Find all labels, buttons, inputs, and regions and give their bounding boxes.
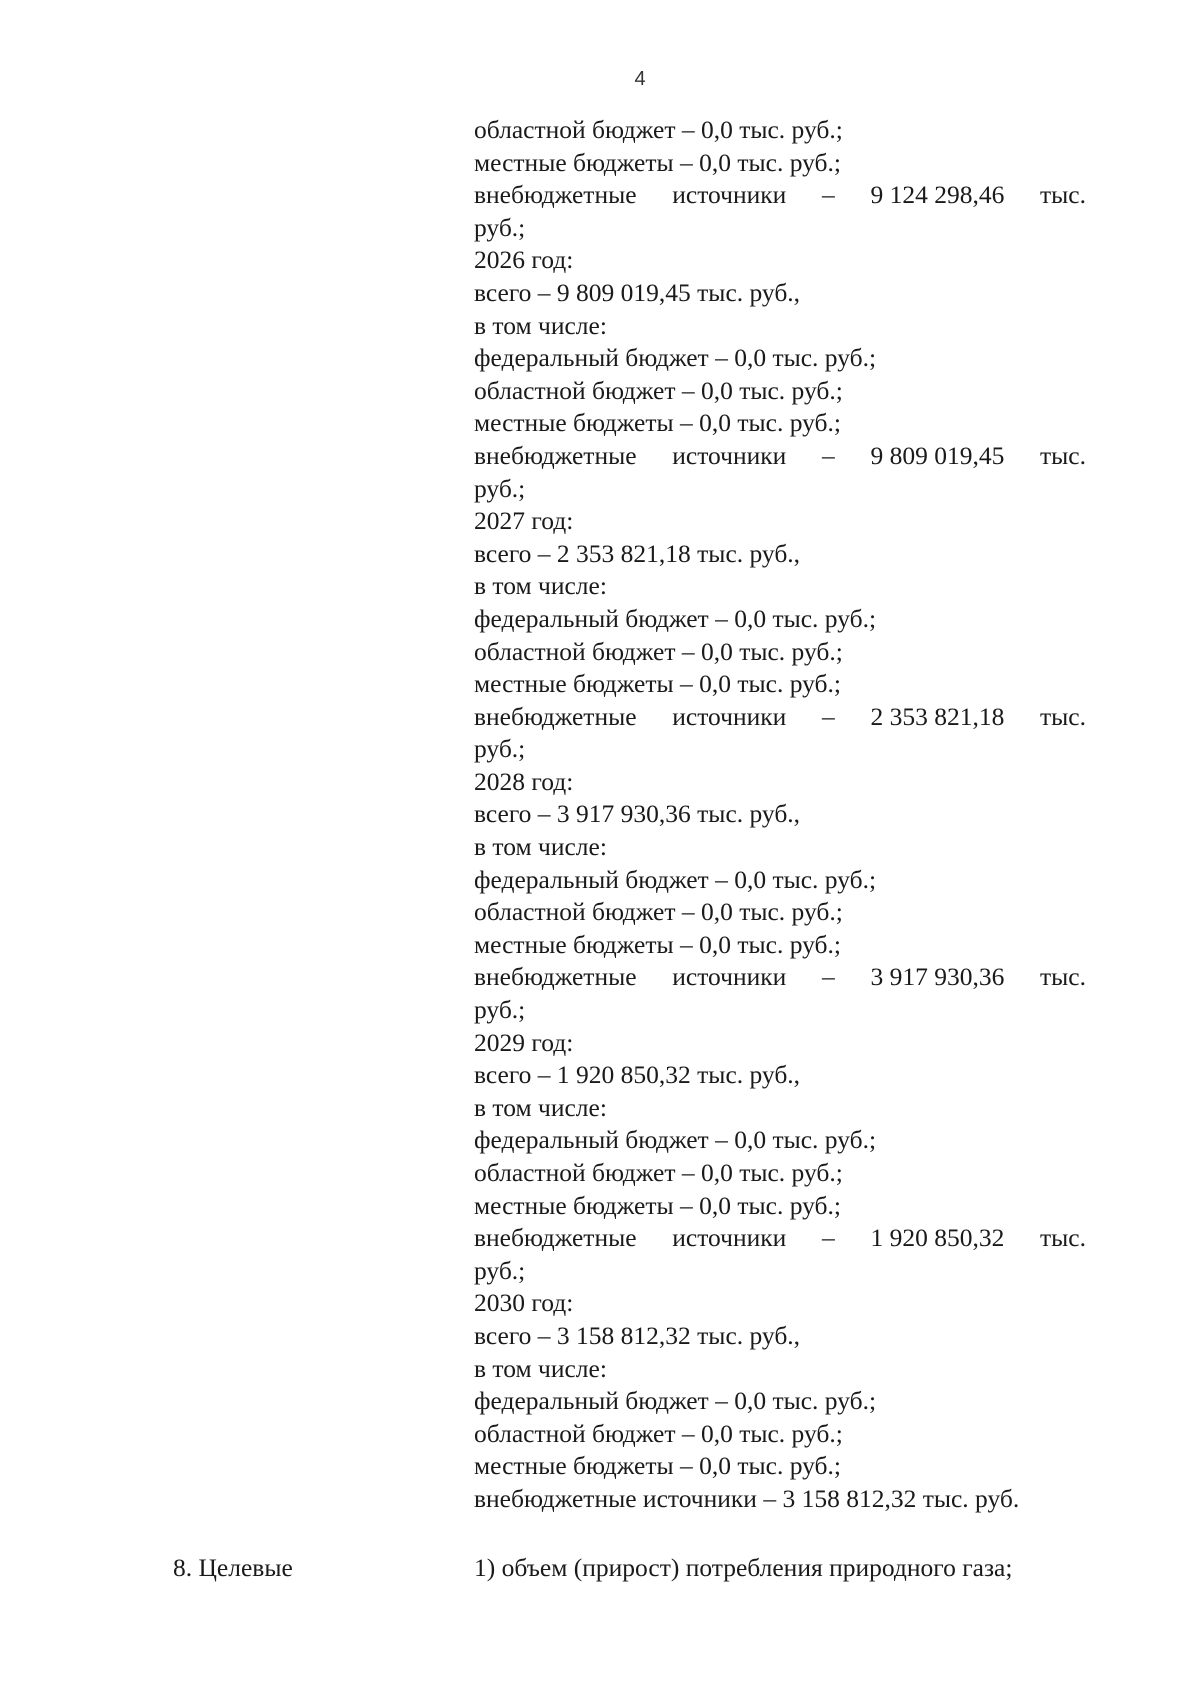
total-line: всего – 3 158 812,32 тыс. руб., <box>474 1320 801 1350</box>
federal-budget-line: федеральный бюджет – 0,0 тыс. руб.; <box>474 343 877 373</box>
federal-budget-line: федеральный бюджет – 0,0 тыс. руб.; <box>474 1386 877 1416</box>
total-line: всего – 9 809 019,45 тыс. руб., <box>474 277 801 307</box>
offbudget-line-tail: руб.; <box>474 1255 526 1285</box>
offbudget-line: внебюджетные источники – 1 920 850,32 тыс. <box>474 1223 1086 1253</box>
row-value: 1) объем (прирост) потребления природного газа; <box>474 1553 1013 1582</box>
offbudget-line: внебюджетные источники – 3 158 812,32 тыс. руб. <box>474 1483 1020 1513</box>
offbudget-line: внебюджетные источники – 9 809 019,45 тыс. <box>474 440 1086 470</box>
regional-budget-line: областной бюджет – 0,0 тыс. руб.; <box>474 375 843 405</box>
total-line: всего – 2 353 821,18 тыс. руб., <box>474 538 801 568</box>
year-label: 2028 год: <box>474 766 574 796</box>
total-line: всего – 1 920 850,32 тыс. руб., <box>474 1060 801 1090</box>
offbudget-line-tail: руб.; <box>474 473 526 503</box>
funding-text-block <box>474 114 1086 1516</box>
year-label: 2026 год: <box>474 245 574 275</box>
regional-budget-line: областной бюджет – 0,0 тыс. руб.; <box>474 636 843 666</box>
offbudget-line: внебюджетные источники – 2 353 821,18 тыс. <box>474 701 1086 731</box>
including-line: в том числе: <box>474 571 607 601</box>
local-budget-line: местные бюджеты – 0,0 тыс. руб.; <box>474 669 841 699</box>
regional-budget-line: областной бюджет – 0,0 тыс. руб.; <box>474 1158 843 1187</box>
offbudget-line: внебюджетные источники – 3 917 930,36 тыс. <box>474 962 1086 992</box>
offbudget-line-tail: руб.; <box>474 995 526 1025</box>
year-label: 2029 год: <box>474 1027 574 1057</box>
local-budget-line: местные бюджеты – 0,0 тыс. руб.; <box>474 1190 841 1220</box>
year-label: 2027 год: <box>474 506 574 536</box>
including-line: в том числе: <box>474 1092 607 1122</box>
local-budget-line: местные бюджеты – 0,0 тыс. руб.; <box>474 147 841 177</box>
total-line: всего – 3 917 930,36 тыс. руб., <box>474 799 801 829</box>
federal-budget-line: федеральный бюджет – 0,0 тыс. руб.; <box>474 603 877 633</box>
row-label: 8. Целевые <box>173 1553 293 1582</box>
year-label: 2030 год: <box>474 1288 574 1318</box>
regional-budget-line: областной бюджет – 0,0 тыс. руб.; <box>474 1418 843 1448</box>
page-number: 4 <box>634 68 646 90</box>
including-line: в том числе: <box>474 1353 607 1383</box>
local-budget-line: местные бюджеты – 0,0 тыс. руб.; <box>474 408 841 438</box>
regional-budget-line: областной бюджет – 0,0 тыс. руб.; <box>474 897 843 927</box>
federal-budget-line: федеральный бюджет – 0,0 тыс. руб.; <box>474 1125 877 1155</box>
offbudget-line-tail: руб.; <box>474 212 526 242</box>
including-line: в том числе: <box>474 832 607 862</box>
local-budget-line: местные бюджеты – 0,0 тыс. руб.; <box>474 929 841 959</box>
federal-budget-line: федеральный бюджет – 0,0 тыс. руб.; <box>474 864 877 894</box>
local-budget-line: местные бюджеты – 0,0 тыс. руб.; <box>474 1451 841 1481</box>
offbudget-line-tail: руб.; <box>474 734 526 764</box>
offbudget-line: внебюджетные источники – 9 124 298,46 тыс. <box>474 180 1086 210</box>
regional-budget-line: областной бюджет – 0,0 тыс. руб.; <box>474 115 843 144</box>
including-line: в том числе: <box>474 310 607 340</box>
